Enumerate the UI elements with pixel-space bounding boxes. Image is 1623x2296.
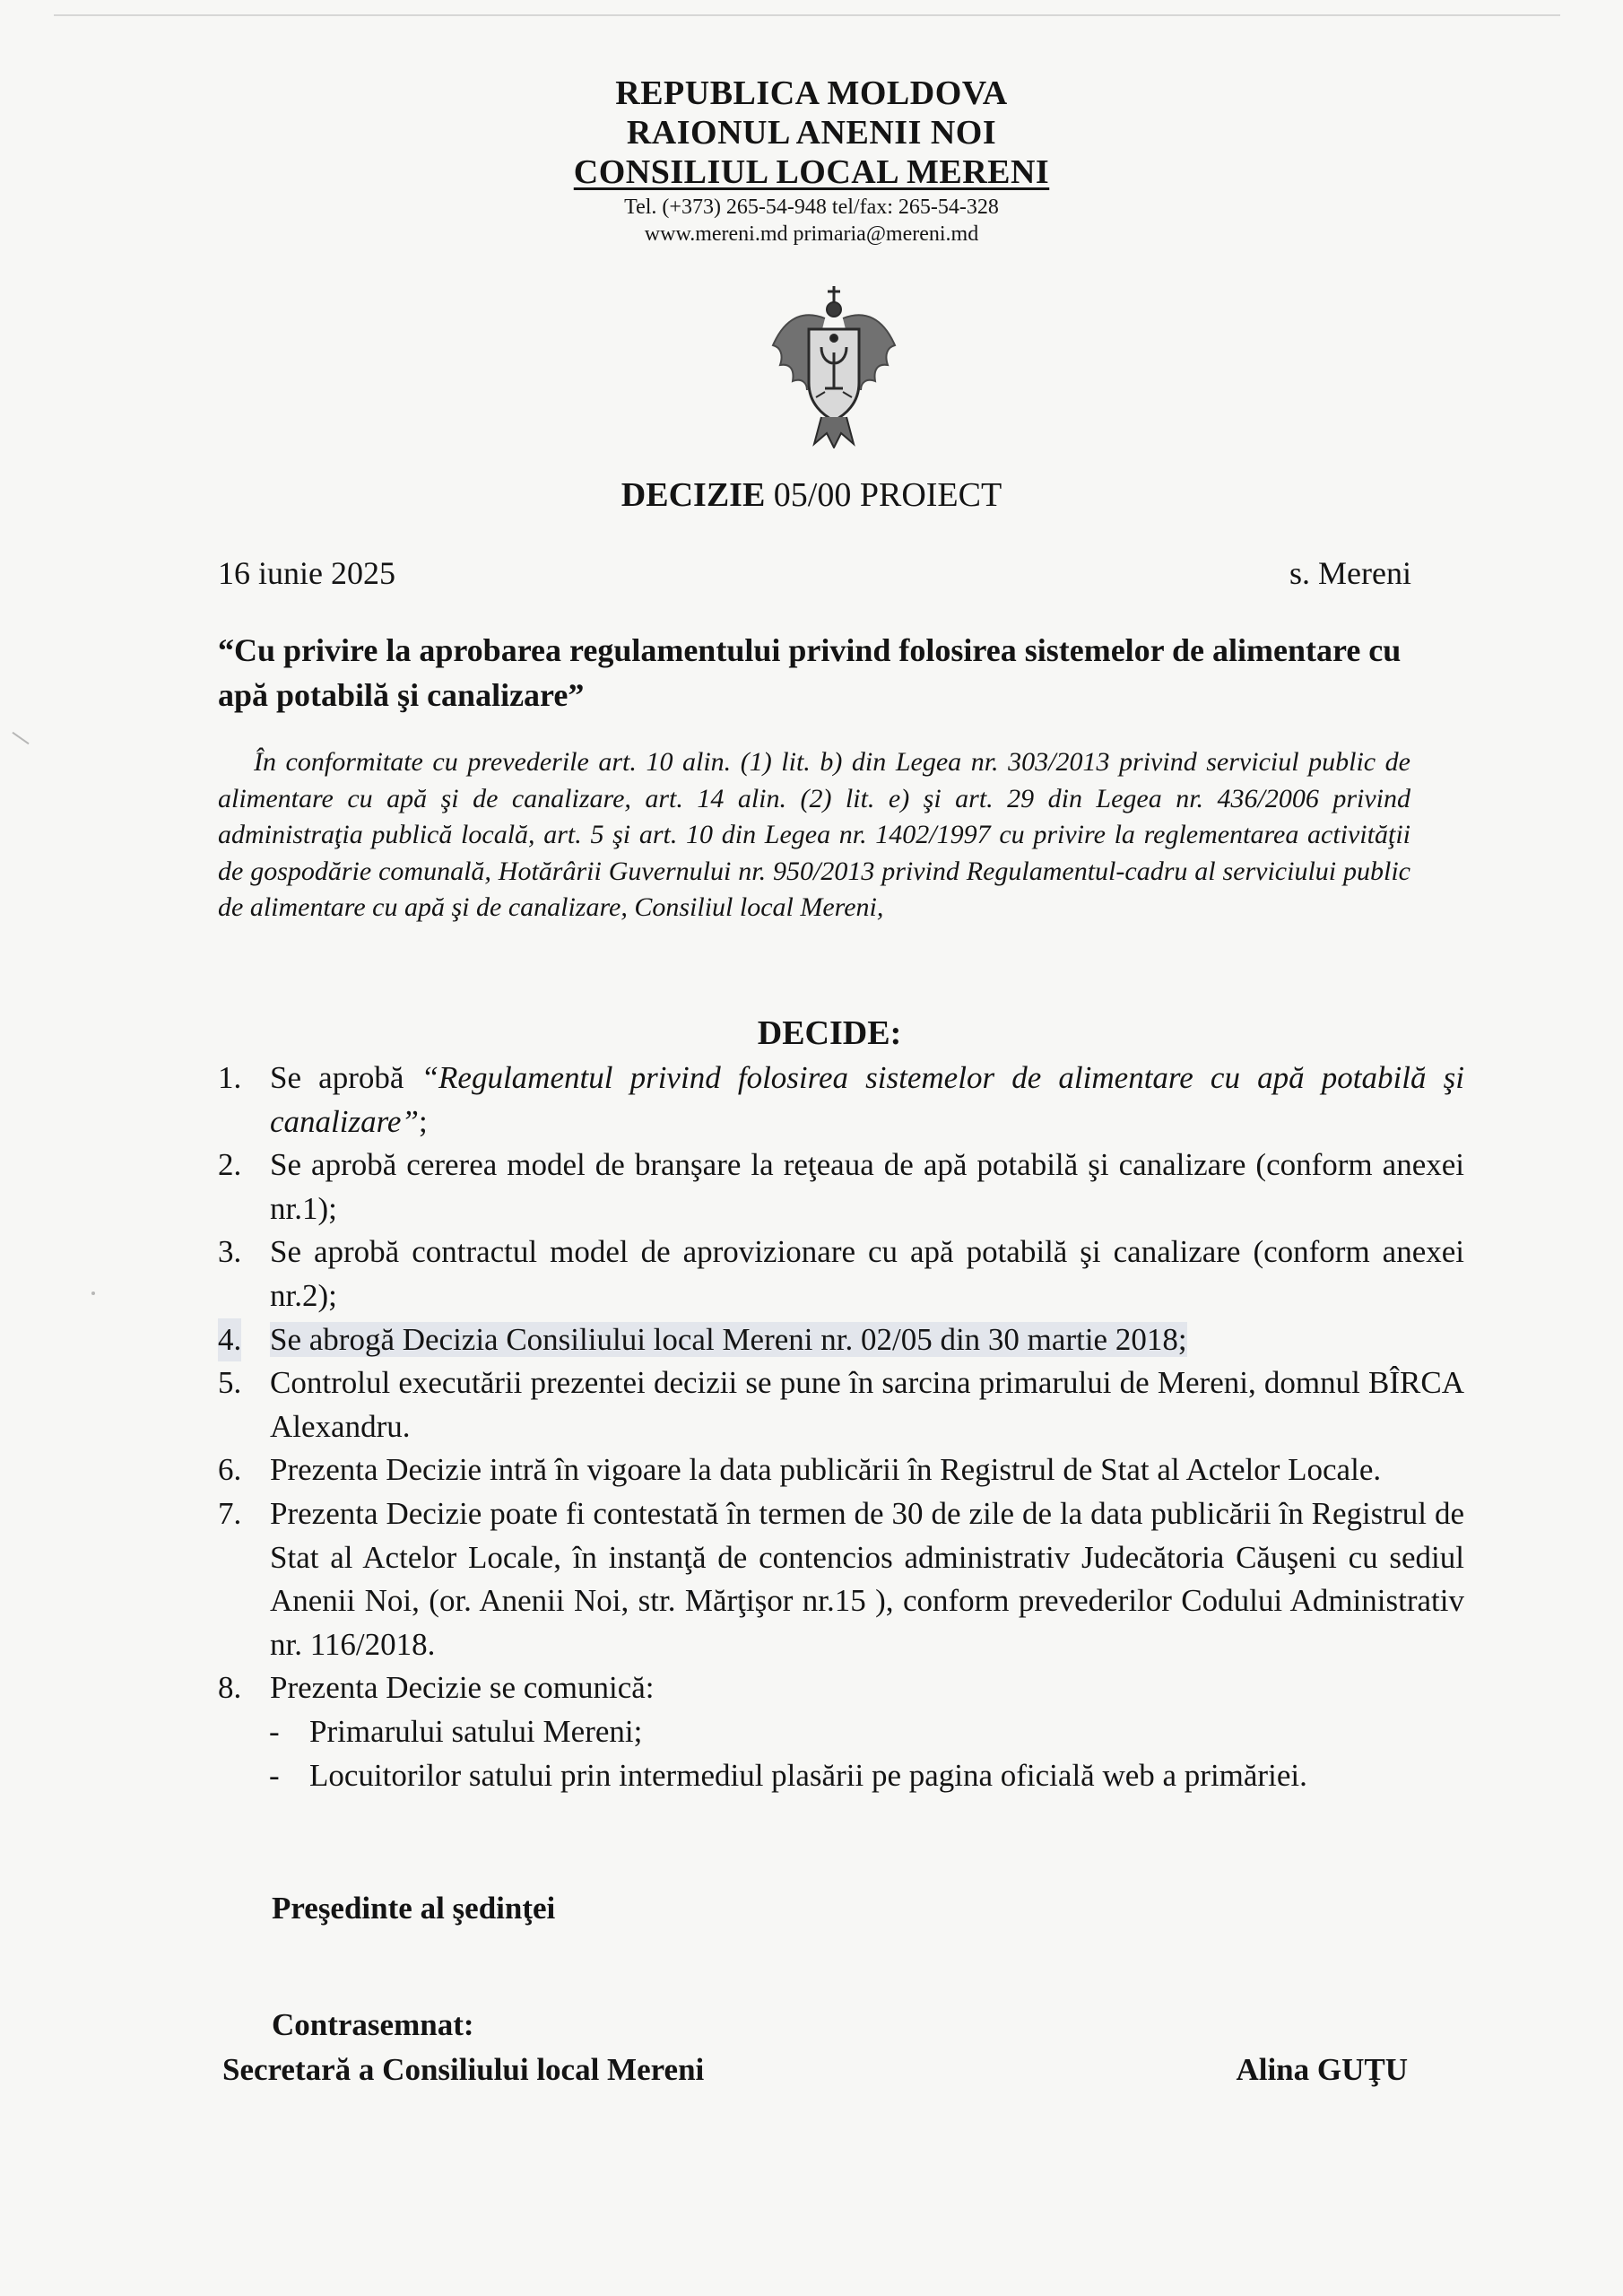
header-web-email: www.mereni.md primaria@mereni.md bbox=[644, 222, 979, 246]
item-text: Prezenta Decizie intră în vigoare la data publicării în Registrul de Stat al Actelor Locale. bbox=[270, 1452, 1382, 1488]
item-text-prefix: Se aprobă bbox=[270, 1060, 421, 1095]
decision-item bbox=[218, 1057, 1464, 1144]
header-country: REPUBLICA MOLDOVA bbox=[615, 74, 1008, 112]
preamble-paragraph: În conformitate cu prevederile art. 10 alin. (1) lit. b) din Legea nr. 303/2013 privind serviciul public de alimentare cu apă şi de canalizare, art. 14 alin. (2) lit. e) şi art. 29 din Legea nr. 436/2006 privind administraţia publică locală, art. 5 şi art. 10 din Legea nr. 1402/1997 cu privire la reglementarea activităţii de gospodărie comunală, Hotărârii Guvernului nr. 950/2013 privind Regulamentul-cadru al serviciului public de alimentare cu apă şi de canalizare, Consiliul local Mereni, bbox=[218, 747, 1410, 922]
letterhead bbox=[0, 74, 1623, 248]
decision-item bbox=[218, 1318, 1464, 1362]
item-text: Prezenta Decizie se comunică: bbox=[270, 1670, 655, 1706]
item-number: 2. bbox=[218, 1147, 242, 1183]
regulation-title: “Regulamentul privind folosirea sistemelor de alimentare cu apă potabilă şi canalizare” bbox=[270, 1060, 1464, 1139]
recipient-text: Locuitorilor satului prin intermediul plasării pe pagina oficială web a primăriei. bbox=[309, 1757, 1307, 1793]
item-number: 8. bbox=[218, 1670, 242, 1706]
decision-item bbox=[218, 1231, 1464, 1318]
scan-speck bbox=[12, 732, 29, 744]
item-number: 1. bbox=[218, 1060, 242, 1095]
secretary-name: Alina GUŢU bbox=[1236, 2052, 1408, 2087]
item-text: Se abrogă Decizia Consiliului local Mereni nr. 02/05 din 30 martie 2018; bbox=[270, 1321, 1187, 1357]
president-label: Preşedinte al şedinţei bbox=[272, 1891, 556, 1926]
header-council: CONSILIUL LOCAL MERENI bbox=[573, 153, 1050, 191]
item-number: 3. bbox=[218, 1234, 242, 1270]
countersigned-label: Contrasemnat: bbox=[272, 2007, 474, 2042]
decision-subject: “Cu privire la aprobarea regulamentului privind folosirea sistemelor de alimentare cu apă potabilă şi canalizare” bbox=[218, 632, 1402, 713]
decision-items-list bbox=[218, 1057, 1464, 1797]
item-number: 7. bbox=[218, 1495, 242, 1531]
decision-item bbox=[218, 1448, 1464, 1492]
decision-item bbox=[218, 1361, 1464, 1448]
decision-place: s. Mereni bbox=[1289, 555, 1411, 591]
scan-speck bbox=[91, 1292, 95, 1295]
dash-bullet: - bbox=[269, 1757, 280, 1793]
decision-title bbox=[0, 475, 1623, 515]
item-text: Prezenta Decizie poate fi contestată în termen de 30 de zile de la data publicării în Registrul de Stat al Actelor Locale, în instanţă de contencios administrativ Judecătoria Căuşeni cu sediul Anenii Noi, (or. Anenii Noi, str. Mărţişor nr.15 ), conform prevederilor Codului Administrativ nr. 116/2018. bbox=[270, 1495, 1464, 1662]
decision-number: 05/00 PROIECT bbox=[773, 476, 1002, 514]
item-number: 5. bbox=[218, 1365, 242, 1401]
recipient-text: Primarului satului Mereni; bbox=[309, 1713, 643, 1749]
item-text: Se aprobă cererea model de branşare la reţeaua de apă potabilă şi canalizare (conform anexei nr.1); bbox=[270, 1147, 1464, 1226]
recipient-item bbox=[269, 1754, 1464, 1798]
dash-bullet: - bbox=[269, 1713, 280, 1749]
item-text: Se aprobă contractul model de aprovizionare cu apă potabilă şi canalizare (conform anexei nr.2); bbox=[270, 1234, 1464, 1313]
header-phone: Tel. (+373) 265-54-948 tel/fax: 265-54-328 bbox=[624, 196, 999, 219]
decision-date: 16 iunie 2025 bbox=[218, 555, 395, 591]
item-number: 6. bbox=[218, 1452, 242, 1488]
recipient-item bbox=[269, 1710, 1464, 1754]
header-district: RAIONUL ANENII NOI bbox=[626, 114, 997, 152]
scan-edge-line bbox=[54, 14, 1560, 16]
moldova-coat-of-arms-icon bbox=[762, 283, 906, 448]
decision-item bbox=[218, 1666, 1464, 1710]
decision-label: DECIZIE bbox=[621, 476, 766, 514]
decide-heading: DECIDE: bbox=[757, 1014, 902, 1052]
decision-item bbox=[218, 1492, 1464, 1666]
item-text-suffix: ; bbox=[418, 1103, 428, 1139]
item-number: 4. bbox=[218, 1318, 241, 1362]
item-text: Controlul executării prezentei decizii se pune în sarcina primarului de Mereni, domnul BÎRCA Alexandru. bbox=[270, 1365, 1464, 1444]
decision-item bbox=[218, 1144, 1464, 1231]
secretary-label: Secretară a Consiliului local Mereni bbox=[222, 2052, 705, 2087]
